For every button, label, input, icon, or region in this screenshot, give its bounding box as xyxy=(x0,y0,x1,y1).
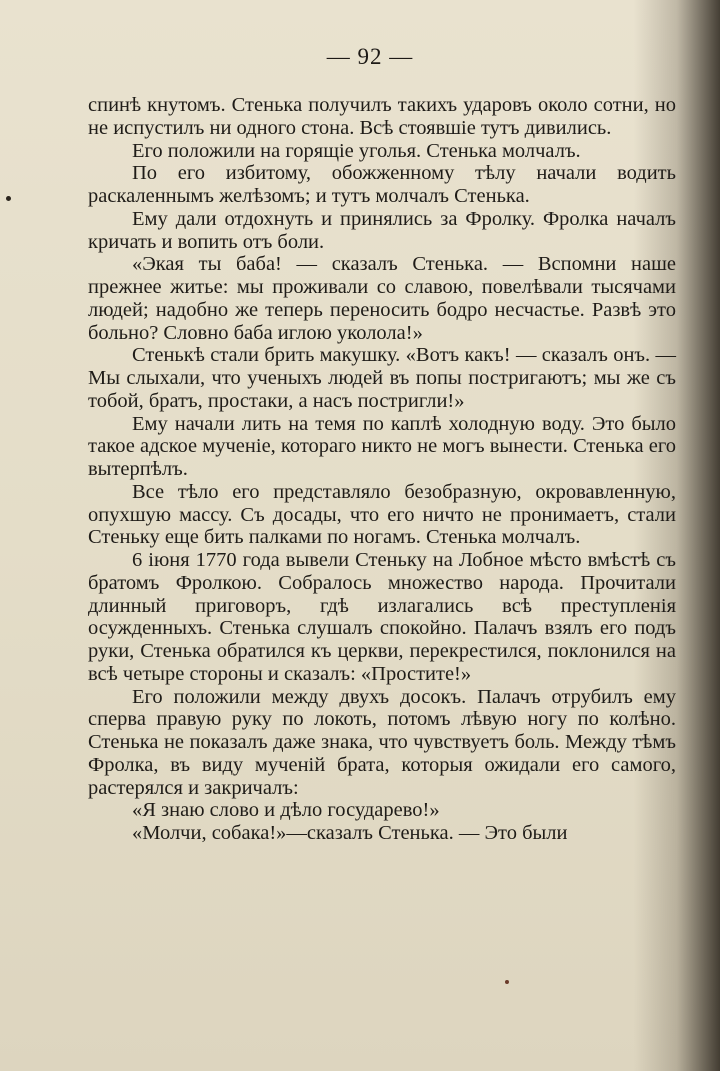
paragraph: спинѣ кнутомъ. Стенька получилъ такихъ ударовъ около сотни, но не испустилъ ни одного стона. Всѣ стоявшіе тутъ дивились. xyxy=(88,94,676,139)
paragraph: Ему дали отдохнуть и принялись за Фролку. Фролка началъ кричать и вопить отъ боли. xyxy=(88,207,676,253)
paragraph: Ему начали лить на темя по каплѣ холодную воду. Это было такое адское мученіе, котораго никто не могъ вынести. Стенька его вытерпѣлъ. xyxy=(88,412,676,480)
body-text xyxy=(88,94,676,845)
ink-spot xyxy=(6,196,11,201)
paragraph: Его положили между двухъ досокъ. Палачъ отрубилъ ему сперва правую руку по локоть, потомъ лѣвую ногу по колѣно. Стенька не показалъ даже знака, что чувствуетъ боль. Между тѣмъ Фролка, въ виду мученій брата, которыя ожидали его самого, растерялся и закричалъ: xyxy=(88,685,676,799)
paragraph: Все тѣло его представляло безобразную, окровавленную, опухшую массу. Съ досады, что его ничто не пронимаетъ, стали Стеньку еще бить палками по ногамъ. Стенька молчалъ. xyxy=(88,480,676,549)
paragraph: Стенькѣ стали брить макушку. «Вотъ какъ! — сказалъ онъ. — Мы слыхали, что ученыхъ людей въ попы постригаютъ; мы же съ тобой, братъ, простаки, а насъ постригли!» xyxy=(88,344,676,412)
paragraph: «Я знаю слово и дѣло государево!» xyxy=(132,799,440,822)
paragraph: По его избитому, обожженному тѣлу начали водить раскаленнымъ желѣзомъ; и тутъ молчалъ Стенька. xyxy=(88,162,676,207)
ink-spot xyxy=(505,980,509,984)
paragraph: Его положили на горящіе уголья. Стенька молчалъ. xyxy=(132,139,581,162)
paragraph: «Экая ты баба! — сказалъ Стенька. — Вспомни наше прежнее житье: мы проживали со славою, повелѣвали тысячами людей; надобно же теперь переносить бодро несчастье. Развѣ это больно? Словно баба иглою уколола!» xyxy=(88,253,676,344)
paragraph: «Молчи, собака!»—сказалъ Стенька. — Это были xyxy=(132,822,568,844)
paragraph: 6 іюня 1770 года вывели Стеньку на Лобное мѣсто вмѣстѣ съ братомъ Фролкою. Собралось множество народа. Прочитали длинный приговоръ, гдѣ излагались всѣ преступленія осужденныхъ. Стенька слушалъ спокойно. Палачъ взялъ его подъ руки, Стенька обратился къ церкви, перекрестился, поклонился на всѣ четыре стороны и сказалъ: «Простите!» xyxy=(88,549,676,685)
page-number: — 92 — xyxy=(326,44,414,69)
